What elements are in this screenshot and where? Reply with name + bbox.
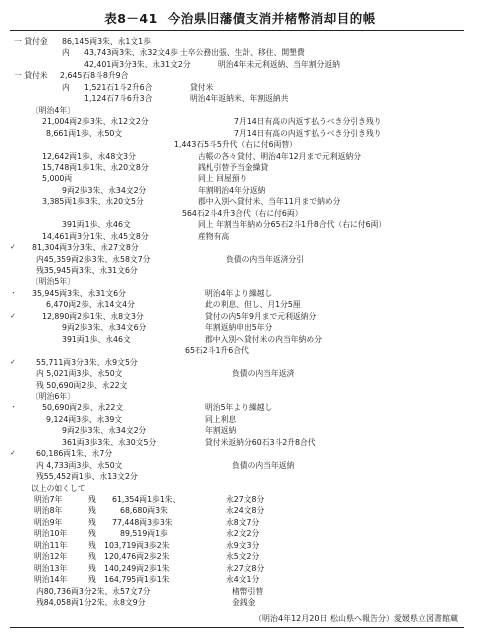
ledger-cell: 15,748両1歩1朱、永20文8分 — [42, 162, 149, 172]
ledger-cell: 郡中入別へ貸付米、当年11月まで納め分 — [198, 197, 341, 207]
source-note: （明治4年12月20日 松山県へ報告分）愛媛県立図書館蔵 — [254, 614, 458, 623]
ledger-cell: 〔明治6年〕 — [31, 391, 75, 401]
ledger-cell: 明治7年 — [34, 495, 63, 504]
check-mark: ・ — [10, 288, 17, 297]
ledger-cell: 楮幣引替 — [232, 586, 264, 596]
ledger-cell: 81,304両3分3朱、永27文8分 — [32, 243, 139, 253]
ledger-cell: 内80,736両3分2朱、永57文7分 — [36, 586, 151, 596]
ledger-cell: 2,645石8斗8升9合 — [60, 71, 129, 81]
ledger-cell: 1,521石1斗2升6合 — [84, 82, 153, 92]
ledger-cell: 永4文1分 — [226, 575, 260, 585]
ledger-cell: 9両2歩3朱、永34文2分 — [62, 426, 147, 436]
ledger-line — [0, 596, 480, 609]
ledger-cell: 永8文7分 — [226, 517, 260, 527]
ledger-cell: 明治13年 — [34, 563, 68, 573]
ledger-cell: 55,711両3分3朱、永9文5分 — [36, 357, 138, 367]
bottom-rule — [10, 627, 464, 628]
ledger-cell: 内 5,021両3歩、永50文 — [36, 369, 123, 379]
ledger-cell: 12,890両2歩1朱、永8文3分 — [42, 311, 144, 321]
ledger-cell: 残 — [88, 552, 96, 562]
ledger-cell: 此の利息、但し、月1分5厘 — [205, 300, 301, 310]
ledger-cell: 391両1歩、永46文 — [62, 220, 131, 230]
ledger-cell: 5,000両 — [42, 174, 73, 184]
ledger-cell: 残 — [88, 495, 96, 504]
ledger-cell: 貸付の内5年9月まで元利返納分 — [205, 311, 317, 321]
ledger-cell: 7月14日有高の内返す払うべき分引き残り — [234, 128, 382, 138]
ledger-cell: 残84,058両1分2朱、永8文9分 — [36, 598, 146, 608]
table-title-text: 今治県旧藩債支消并楮幣消却目的帳 — [167, 11, 376, 26]
ledger-cell: 86,145両3朱、永1文1歩 — [62, 37, 151, 46]
ledger-cell: 内45,359両2歩3朱、永58文7分 — [36, 254, 151, 264]
ledger-cell: 産物有高 — [198, 231, 230, 241]
ledger-cell: 明治5年より繰越し — [205, 403, 273, 413]
ledger-cell: 明治9年 — [34, 517, 63, 527]
ledger-cell: 1,443石5斗5升代（右に付6両替） — [174, 140, 297, 150]
ledger-cell: 50,690両2歩、永22文 — [42, 403, 124, 413]
ledger-cell: 残 — [88, 563, 96, 573]
ledger-cell: 内 — [62, 82, 70, 92]
ledger-cell: 〔明治5年〕 — [31, 277, 75, 287]
ledger-cell: 164,795両1歩1朱 — [104, 575, 170, 585]
ledger-cell: 564石2斗4升3合代（右に付6両） — [182, 208, 303, 218]
ledger-cell: 120,476両2歩2朱 — [104, 552, 170, 562]
ledger-cell: 明治4年返納米、年割返納共 — [190, 94, 289, 104]
ledger-cell: 残 — [88, 517, 96, 527]
ledger-cell: 21,004両2歩3朱、永12文2分 — [42, 117, 149, 127]
ledger-cell: 永27文8分 — [226, 563, 265, 573]
ledger-cell: 年割返納 — [205, 426, 237, 436]
ledger-cell: 負債の内当年返納 — [232, 460, 295, 470]
ledger-cell: 郡中入別へ貸付米の内当年納め分 — [205, 334, 322, 344]
ledger-cell: 8,661両1歩、永50文 — [46, 128, 123, 138]
ledger-cell: 42,401両3分3朱、永31文2分 — [84, 59, 191, 69]
ledger-cell: 残 — [88, 529, 96, 539]
ledger-cell: 同上 年割当年納め分65石2斗1升8合代（右に付6両） — [198, 220, 387, 230]
ledger-cell: 永2文2分 — [226, 529, 260, 539]
ledger-cell: 361両3歩3朱、永30文5分 — [62, 437, 157, 447]
ledger-cell: 貸付米 — [190, 82, 214, 92]
ledger-cell: 一 貸付米 — [14, 71, 48, 81]
ledger-cell: 60,186両1朱、永7分 — [36, 449, 113, 459]
table-number: 表8－41 — [104, 11, 158, 26]
ledger-cell: 年割明治4年分返納 — [198, 185, 266, 195]
ledger-cell: 35,945両3朱、永31文6分 — [32, 288, 126, 298]
ledger-cell: 明治4年より繰越し — [205, 288, 273, 298]
ledger-cell: 永24文8分 — [226, 506, 265, 516]
ledger-cell: 〔明治4年〕 — [31, 105, 75, 115]
ledger-cell: 残 50,690両2歩、永22文 — [36, 380, 128, 390]
check-mark: ✓ — [10, 243, 16, 252]
ledger-cell: 金銭金 — [232, 598, 256, 608]
ledger-cell: 1,124石7斗6升3合 — [84, 94, 153, 104]
ledger-cell: 内 — [62, 48, 70, 58]
ledger-cell: 77,448両3歩3朱 — [112, 517, 173, 527]
ledger-cell: 140,249両2歩1朱 — [104, 563, 170, 573]
ledger-cell: 61,354両1歩1朱、 — [112, 495, 181, 504]
ledger-cell: 残55,452両1歩、永13文2分 — [36, 472, 138, 482]
ledger-cell: 9両2歩3朱、永34文6分 — [62, 323, 147, 333]
check-mark: ✓ — [10, 311, 16, 320]
ledger-cell: 明治14年 — [34, 575, 68, 585]
ledger-cell: 年割返納申出5年分 — [205, 323, 273, 333]
ledger-cell: 士卒公務出張、生計、移住、開墾費 — [180, 48, 305, 58]
ledger-cell: 同上 回屋預り — [198, 174, 248, 184]
ledger-cell: 銭札引替予当金繰貸 — [198, 162, 269, 172]
ledger-cell: 68,680両3朱 — [120, 506, 168, 516]
ledger-cell: 一 貸付金 — [14, 37, 48, 46]
ledger-cell: 103,719両3歩2朱 — [104, 540, 170, 550]
ledger-cell: 明治4年未元利返納、当年割分返納 — [218, 59, 340, 69]
ledger-cell: 永9文3分 — [226, 540, 260, 550]
ledger-cell: 391両1歩、永46文 — [62, 334, 131, 344]
ledger-cell: 6,470両2歩、永14文4分 — [46, 300, 135, 310]
ledger-cell: 3,385両1歩3朱、永20文5分 — [42, 197, 144, 207]
check-mark: ✓ — [10, 449, 16, 458]
ledger-cell: 残 — [88, 540, 96, 550]
ledger-cell: 残 — [88, 575, 96, 585]
ledger-cell: 内 4,733両3歩、永50文 — [36, 460, 123, 470]
ledger-cell: 同上利息 — [205, 414, 237, 424]
ledger-cell: 43,743両3朱、永32文4歩 — [84, 48, 178, 58]
ledger-cell: 永5文2分 — [226, 552, 260, 562]
ledger-cell: 9両2歩3朱、永34文2分 — [62, 185, 147, 195]
ledger-cell: 残 — [88, 506, 96, 516]
ledger-cell: 12,642両1歩、永48文3分 — [42, 151, 136, 161]
ledger-cell: 残35,945両3朱、永31文6分 — [36, 266, 138, 275]
ledger-cell: 以上の如くして — [31, 483, 86, 493]
ledger-cell: 明治8年 — [34, 506, 63, 516]
ledger-cell: 65石2斗1升6合代 — [185, 346, 249, 356]
check-mark: ・ — [10, 403, 17, 412]
check-mark: ✓ — [10, 357, 16, 366]
ledger-cell: 永27文8分 — [226, 495, 265, 504]
ledger-cell: 古帳の各々貸付、明治4年12月まで元利返納分 — [198, 151, 362, 161]
ledger-cell: 14,461両3分1朱、永45文8分 — [42, 231, 149, 241]
ledger-cell: 明治11年 — [34, 540, 68, 550]
ledger-cell: 9,124両3歩、永39文 — [46, 414, 123, 424]
ledger-cell: 明治10年 — [34, 529, 68, 539]
ledger-cell: 負債の内当年返済 — [232, 369, 295, 379]
ledger-cell: 貸付米返納分60石3斗2升8合代 — [205, 437, 316, 447]
ledger-cell: 負債の内当年返済分引 — [226, 254, 304, 264]
ledger-cell: 明治12年 — [34, 552, 68, 562]
ledger-cell: 7月14日有高の内返す払うべき分引き残り — [234, 117, 382, 127]
ledger-cell: 89,519両1歩 — [120, 529, 168, 539]
